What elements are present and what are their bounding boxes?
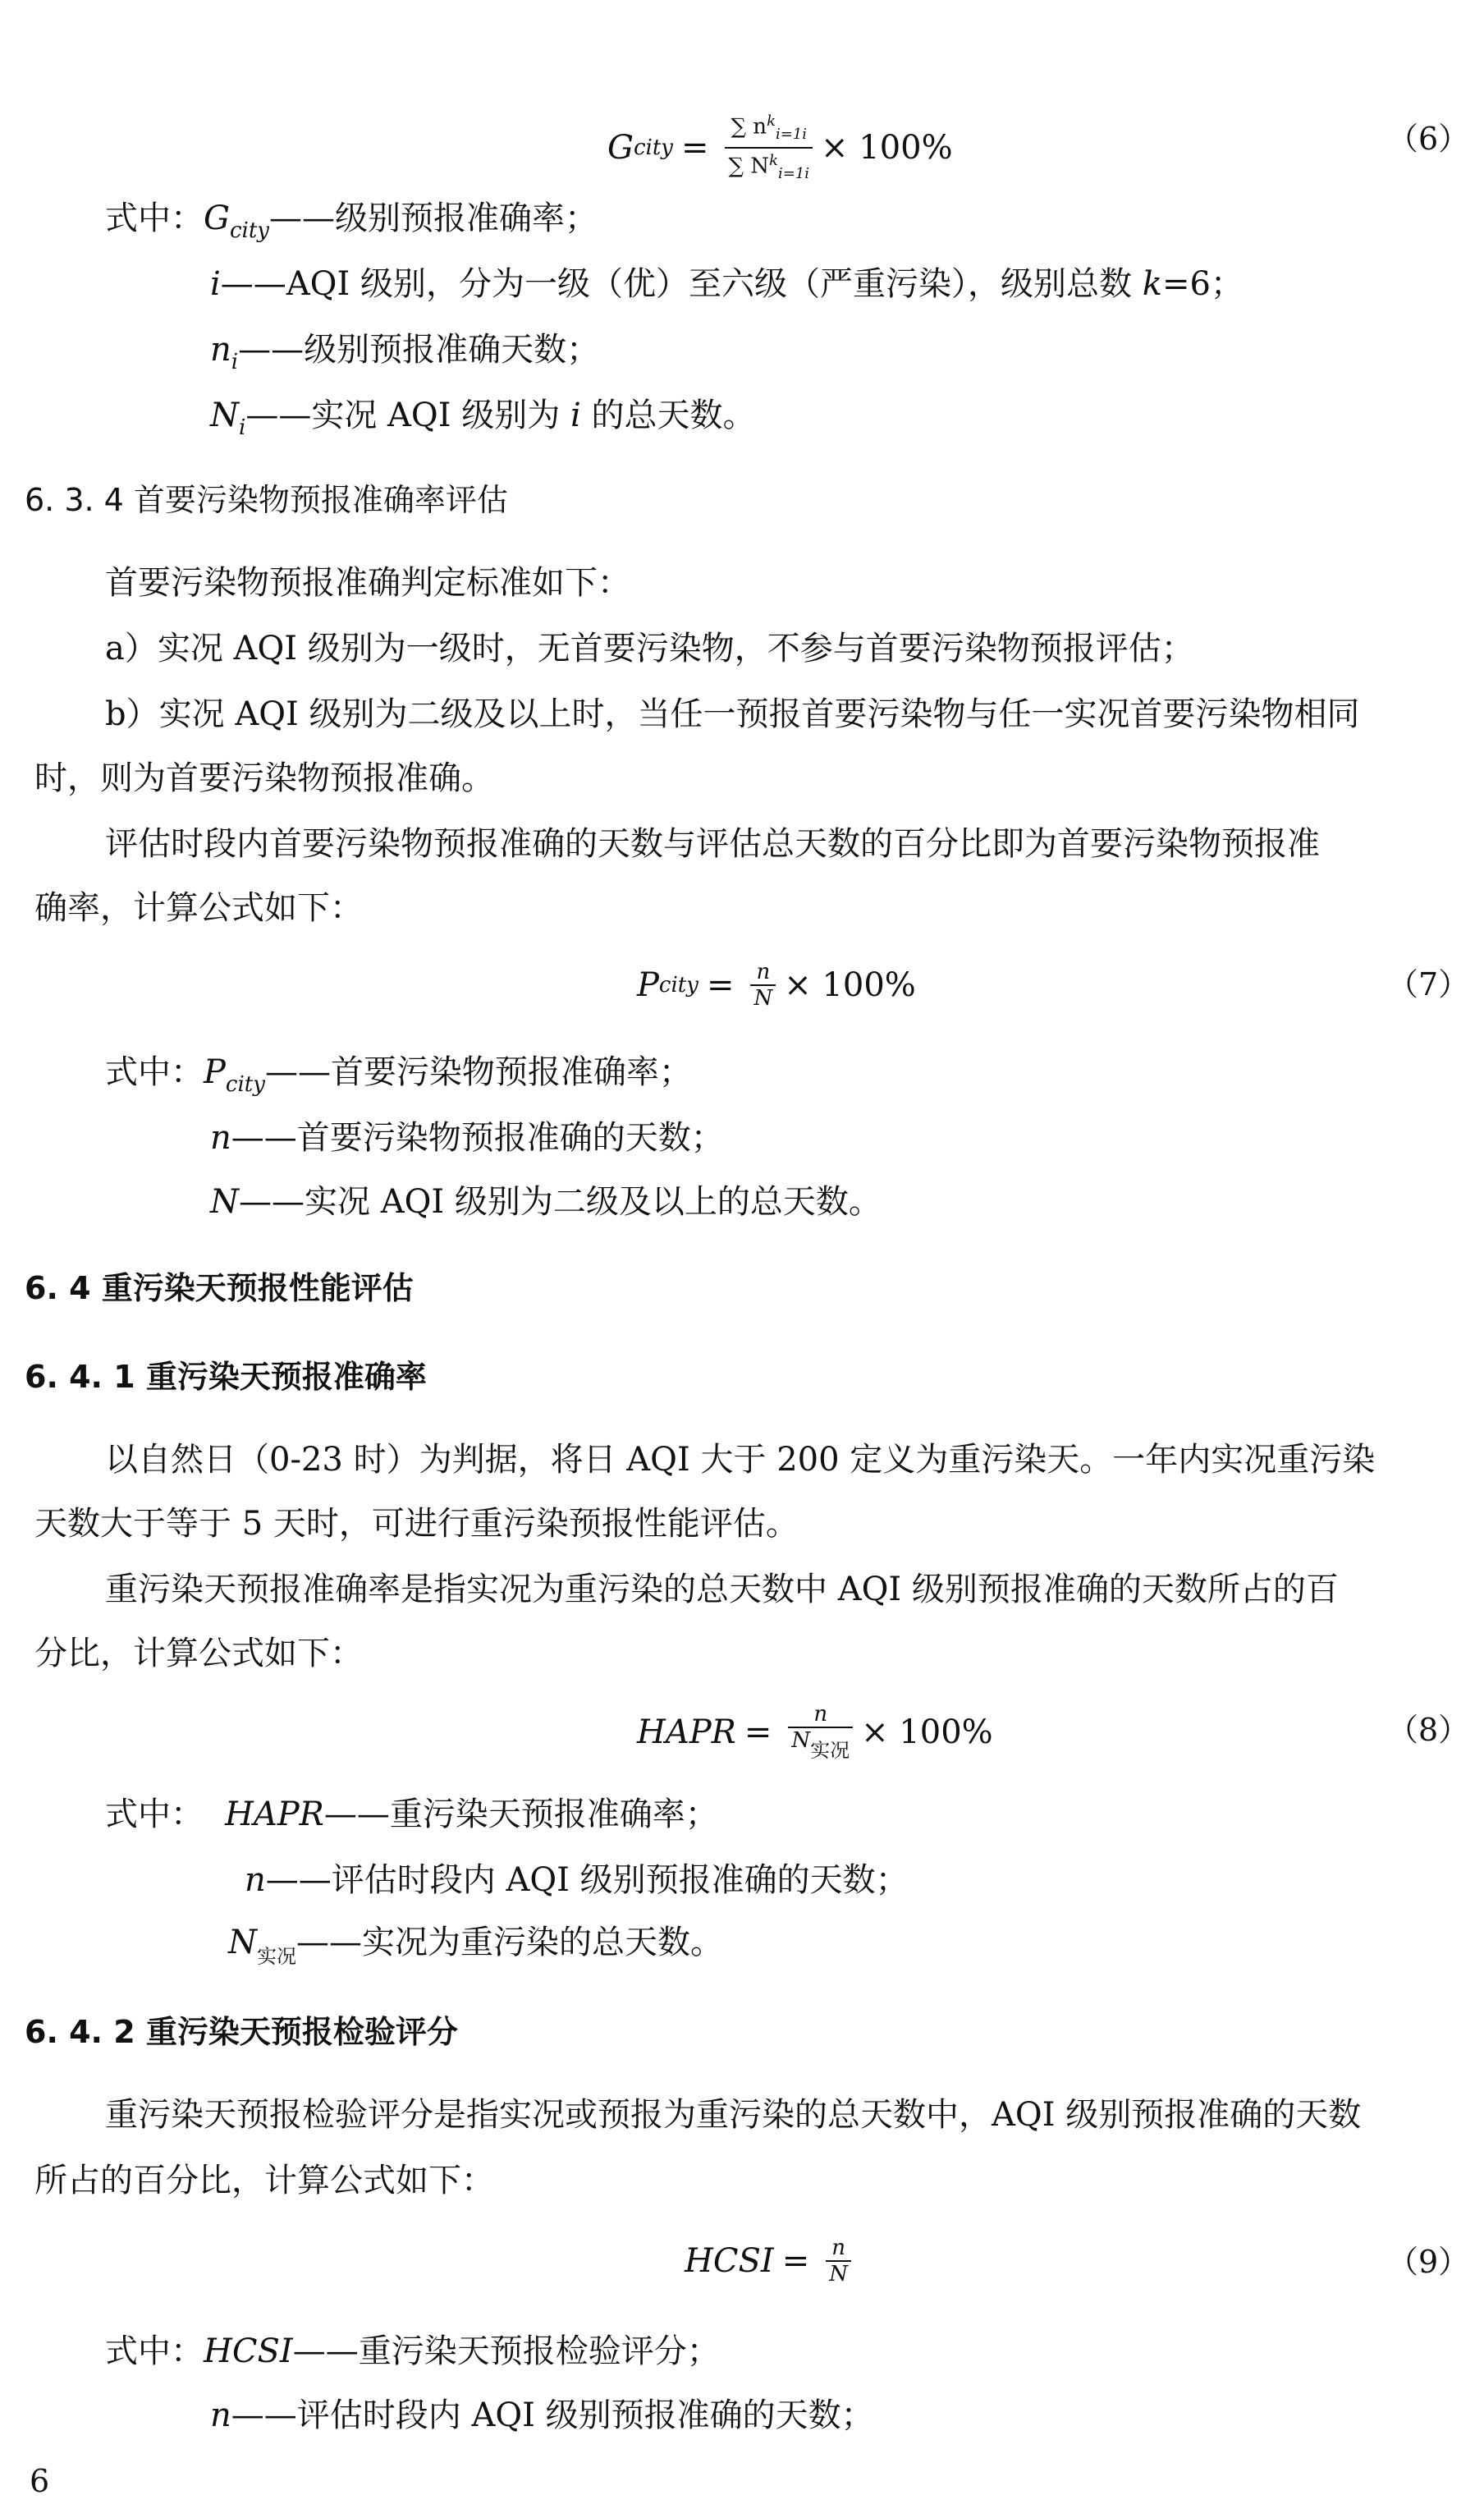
symbol-N-sub: i xyxy=(239,415,246,440)
symbol-hapr: HAPR xyxy=(225,1796,324,1833)
formula-7-lhs: P xyxy=(637,966,659,1004)
num-sub: i=1 xyxy=(775,126,803,143)
paragraph: 所占的百分比，计算公式如下： xyxy=(34,2162,494,2199)
paragraph: 评估时段内首要污染物预报准确的天数与评估总天数的百分比即为首要污染物预报准 xyxy=(105,825,1320,863)
paragraph: 分比，计算公式如下： xyxy=(34,1635,363,1672)
num-sup: k xyxy=(767,112,776,131)
formula-8-numerator: n xyxy=(813,1702,828,1727)
paragraph: 时，则为首要污染物预报准确。 xyxy=(34,759,494,797)
den-sub: 实况 xyxy=(810,1739,850,1762)
defs-intro: 式中： xyxy=(105,1796,204,1833)
den-sup: k xyxy=(769,152,778,169)
formula-7-denominator: N xyxy=(753,986,773,1011)
equation-number-7: （7） xyxy=(1387,966,1470,1002)
equals-sign: = xyxy=(781,2242,810,2280)
num-sub2: i xyxy=(802,126,808,143)
formula-6-rhs: × 100% xyxy=(821,129,953,167)
formula-6-fraction xyxy=(725,109,813,186)
section-heading-6-4-2: 6. 4. 2 重污染天预报检验评分 xyxy=(25,2014,458,2050)
formula-6-lhs-sub: city xyxy=(633,135,673,160)
symbol-g: G xyxy=(204,200,230,237)
symbol-hcsi: HCSI xyxy=(204,2332,293,2370)
def-n-text: ——评估时段内 AQI 级别预报准确的天数； xyxy=(231,2396,874,2434)
num-sum: ∑ n xyxy=(731,114,767,140)
defs-6-line-4 xyxy=(210,391,755,452)
equation-number-9: （9） xyxy=(1387,2244,1470,2280)
formula-9 xyxy=(685,2220,859,2302)
formula-7-fraction xyxy=(750,960,776,1011)
formula-6-lhs: G xyxy=(607,129,634,167)
defs-8-line-3 xyxy=(228,1918,723,1981)
formula-9-fraction xyxy=(826,2236,851,2286)
def-n-text: ——首要污染物预报准确的天数； xyxy=(231,1119,724,1157)
section-heading-6-3-4: 6. 3. 4 首要污染物预报准确率评估 xyxy=(25,482,508,518)
formula-8-denominator xyxy=(788,1728,853,1763)
defs-9-line-2 xyxy=(210,2391,874,2440)
defs-intro: 式中： xyxy=(105,1053,204,1091)
den-sum: ∑ N xyxy=(728,154,770,179)
symbol-i: i xyxy=(210,265,221,303)
formula-7-lhs-sub: city xyxy=(658,973,698,998)
formula-6 xyxy=(607,99,953,197)
formula-7-rhs: × 100% xyxy=(784,966,916,1004)
defs-7-line-2 xyxy=(210,1113,724,1163)
def-g-text: ——级别预报准确率； xyxy=(268,200,598,237)
defs-6-line-2 xyxy=(210,259,1244,309)
def-N-text: ——实况 AQI 级别为二级及以上的总天数。 xyxy=(239,1183,882,1221)
defs-intro: 式中： xyxy=(105,2332,204,2370)
symbol-N: N xyxy=(210,397,239,434)
equation-number-8: （8） xyxy=(1387,1712,1470,1748)
defs-7-line-1 xyxy=(105,1048,692,1109)
equals-sign: = xyxy=(680,129,709,167)
defs-9-line-1 xyxy=(105,2327,720,2376)
defs-6-line-1 xyxy=(105,194,598,255)
formula-8-rhs: × 100% xyxy=(861,1713,993,1751)
defs-intro: 式中： xyxy=(105,200,204,237)
paragraph: a）实况 AQI 级别为一级时，无首要污染物，不参与首要污染物预报评估； xyxy=(105,630,1194,667)
symbol-N-sub: 实况 xyxy=(257,1945,296,1968)
def-hapr-text: ——重污染天预报准确率； xyxy=(323,1796,718,1833)
paragraph: 重污染天预报检验评分是指实况或预报为重污染的总天数中，AQI 级别预报准确的天数 xyxy=(105,2096,1362,2134)
formula-9-denominator: N xyxy=(829,2262,848,2286)
symbol-p: P xyxy=(204,1053,226,1091)
defs-8-line-1 xyxy=(105,1790,718,1839)
formula-6-numerator xyxy=(727,109,810,147)
formula-6-denominator xyxy=(725,149,813,186)
def-N-tail: 的总天数。 xyxy=(580,397,756,434)
paragraph: b）实况 AQI 级别为二级及以上时，当任一预报首要污染物与任一实况首要污染物相同 xyxy=(105,695,1360,733)
den-sub2: i xyxy=(804,164,810,182)
def-N-text: ——实况 AQI 级别为 xyxy=(245,397,570,434)
defs-7-line-3 xyxy=(210,1177,882,1227)
paragraph: 天数大于等于 5 天时，可进行重污染预报性能评估。 xyxy=(34,1505,799,1543)
paragraph: 确率，计算公式如下： xyxy=(34,889,363,927)
section-heading-6-4: 6. 4 重污染天预报性能评估 xyxy=(25,1270,414,1306)
formula-7 xyxy=(637,944,916,1026)
paragraph: 重污染天预报准确率是指实况为重污染的总天数中 AQI 级别预报准确的天数所占的百 xyxy=(105,1571,1339,1608)
symbol-g-sub: city xyxy=(229,218,269,243)
symbol-p-sub: city xyxy=(225,1072,265,1097)
formula-8-fraction xyxy=(788,1702,853,1763)
formula-9-numerator: n xyxy=(831,2236,845,2260)
section-heading-6-4-1: 6. 4. 1 重污染天预报准确率 xyxy=(25,1359,427,1395)
defs-8-line-2 xyxy=(245,1855,909,1905)
def-i-text: ——AQI 级别，分为一级（优）至六级（严重污染），级别总数 xyxy=(220,265,1143,303)
paragraph: 首要污染物预报准确判定标准如下： xyxy=(105,564,630,602)
symbol-n: n xyxy=(210,1119,231,1157)
symbol-N: N xyxy=(228,1924,257,1961)
formula-7-numerator: n xyxy=(756,960,771,984)
formula-8 xyxy=(637,1683,993,1782)
def-n-text: ——级别预报准确天数； xyxy=(238,331,600,369)
def-N-text: ——实况为重污染的总天数。 xyxy=(296,1924,723,1961)
symbol-N: N xyxy=(210,1183,239,1221)
symbol-n: n xyxy=(210,2396,231,2434)
equals-sign: = xyxy=(744,1713,772,1751)
equals-sign: = xyxy=(706,966,735,1004)
def-i-tail: =6； xyxy=(1161,265,1244,303)
den-sub: i=1 xyxy=(777,164,805,182)
def-hcsi-text: ——重污染天预报检验评分； xyxy=(292,2332,720,2370)
formula-9-lhs: HCSI xyxy=(685,2242,774,2280)
def-p-text: ——首要污染物预报准确率； xyxy=(264,1053,692,1091)
symbol-n: n xyxy=(210,331,231,369)
symbol-k: k xyxy=(1142,265,1162,303)
def-n-text: ——评估时段内 AQI 级别预报准确的天数； xyxy=(265,1861,909,1899)
symbol-n-sub: i xyxy=(231,350,239,374)
defs-6-line-3 xyxy=(210,325,599,387)
den-symbol: N xyxy=(791,1728,811,1753)
equation-number-6: （6） xyxy=(1387,121,1470,157)
symbol-n: n xyxy=(245,1861,266,1899)
formula-8-lhs: HAPR xyxy=(637,1713,736,1751)
symbol-i-inline: i xyxy=(570,397,581,434)
paragraph: 以自然日（0-23 时）为判据，将日 AQI 大于 200 定义为重污染天。一年内实况重污染 xyxy=(105,1441,1376,1479)
page-number: 6 xyxy=(30,2463,50,2499)
